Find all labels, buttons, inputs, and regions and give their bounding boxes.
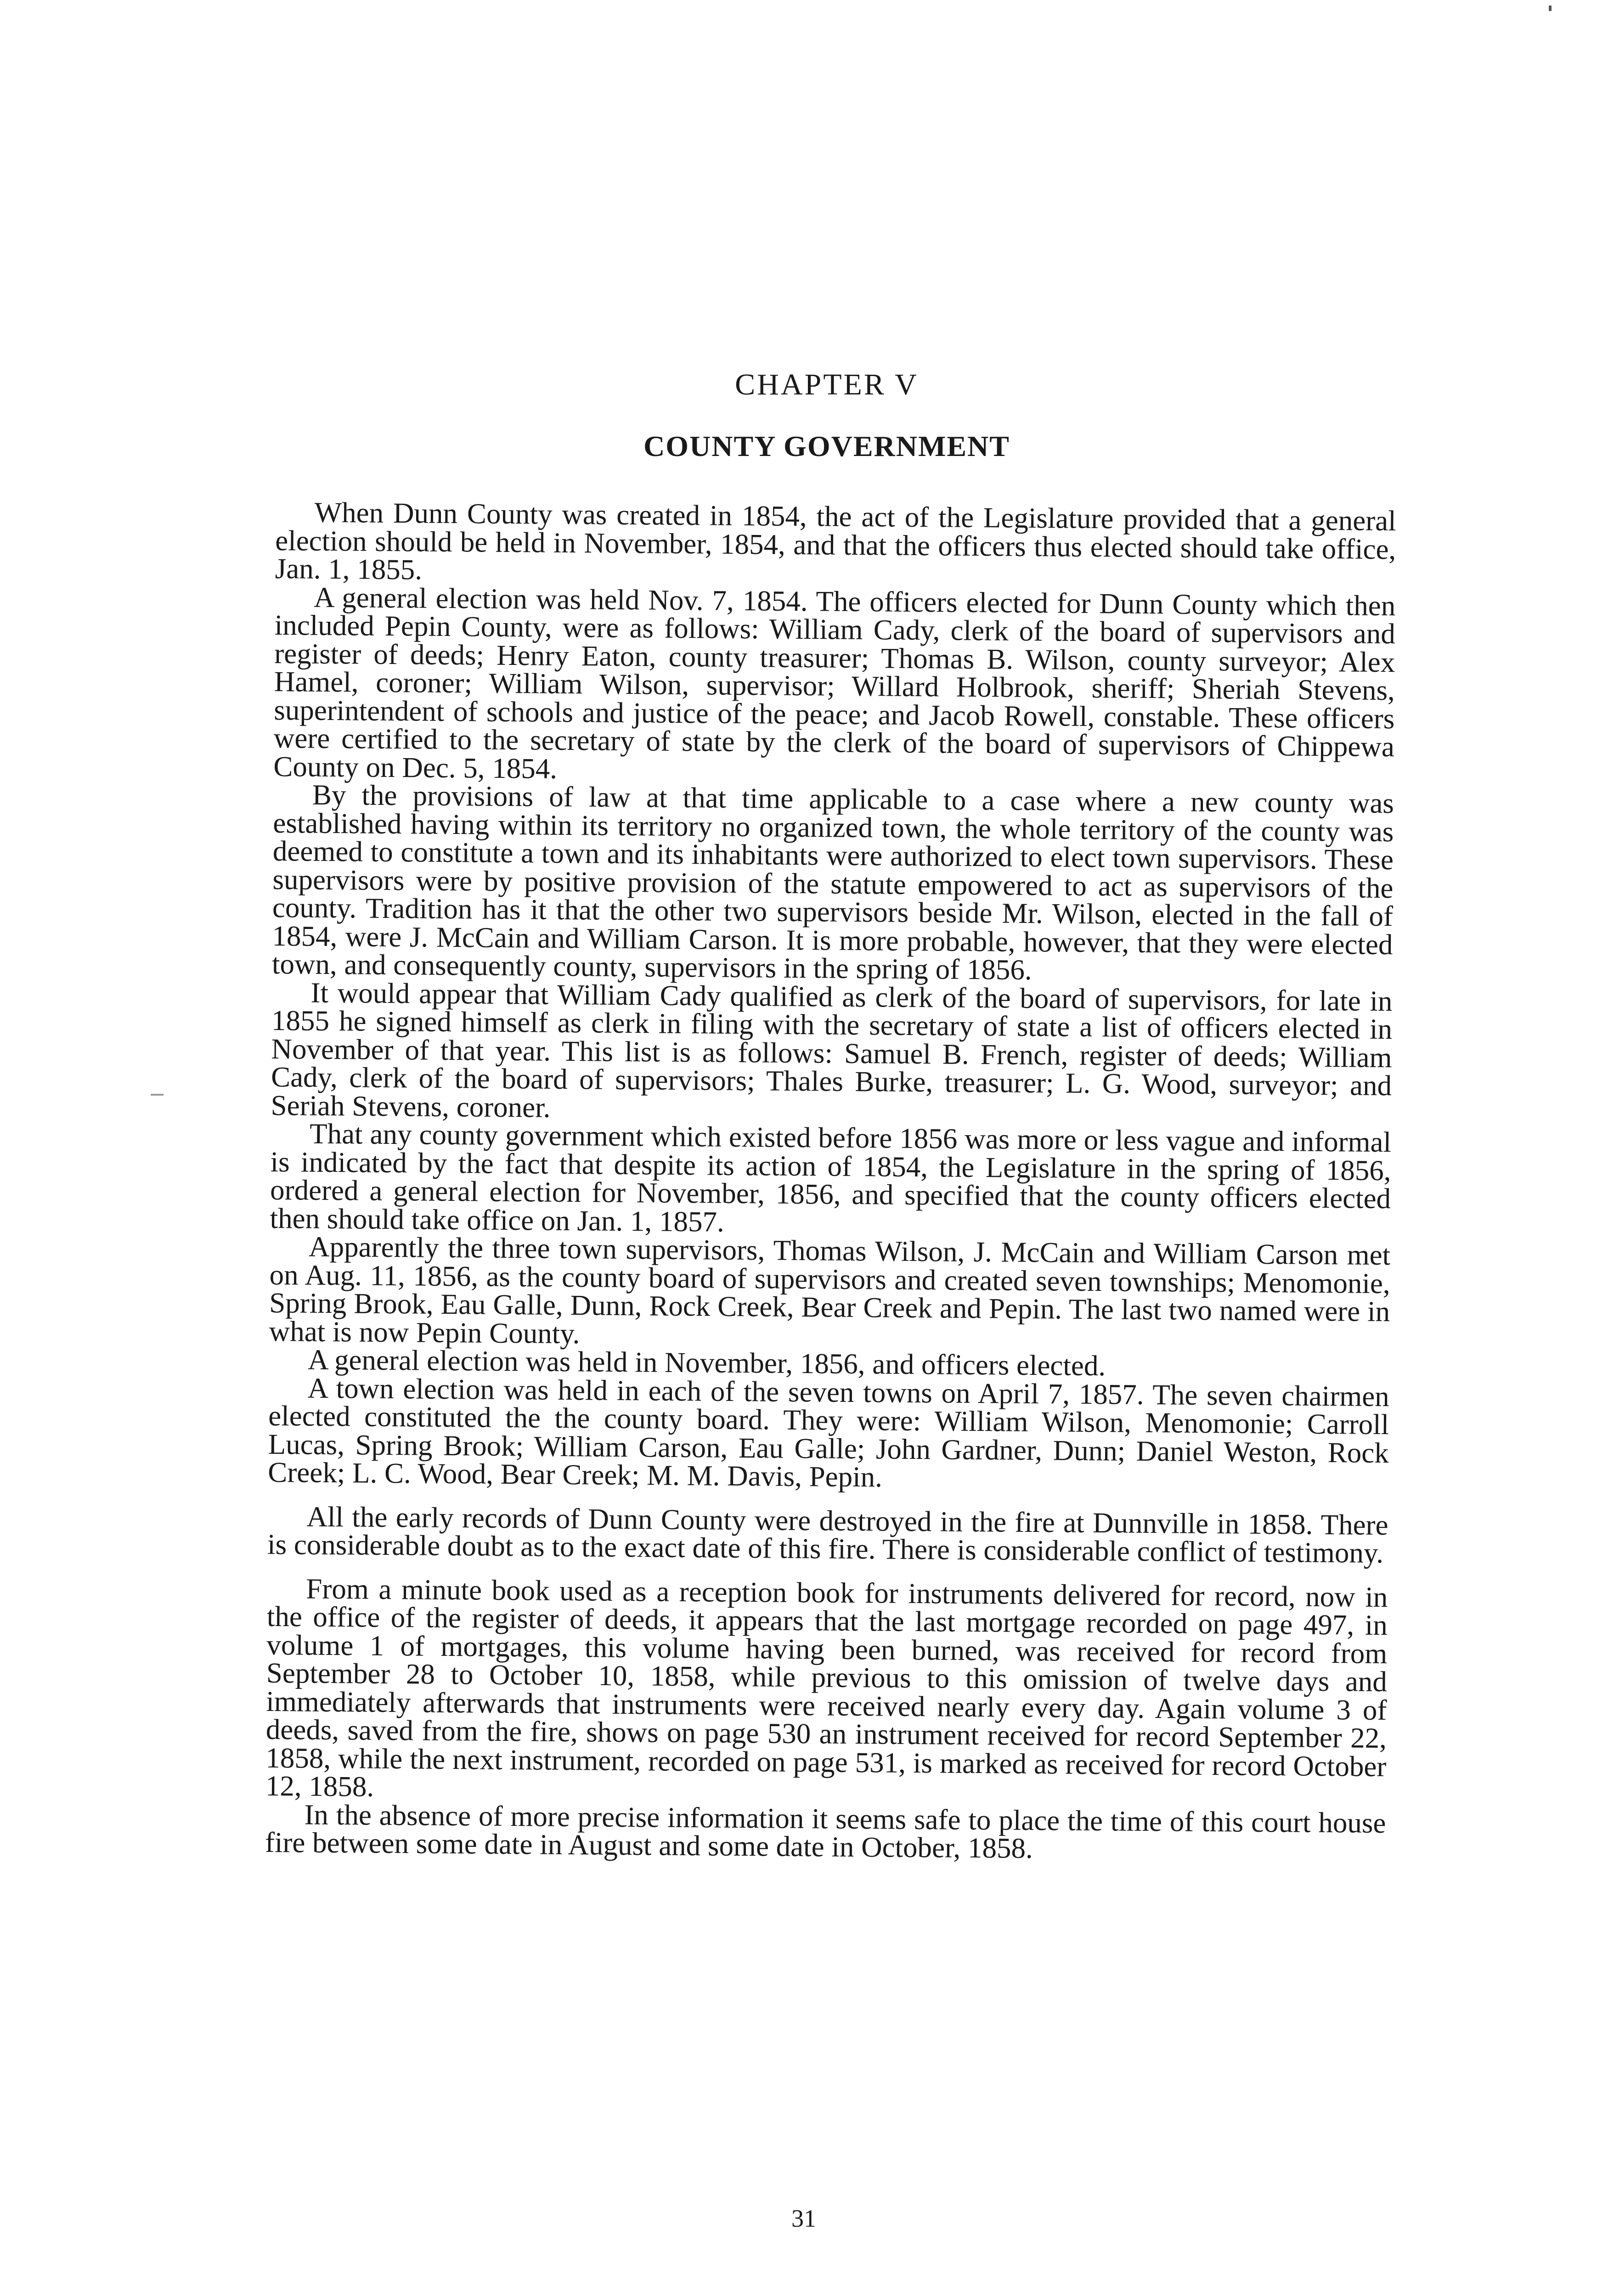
paragraph: All the early records of Dunn County were destroyed in the fire at Dunnville in 1858. There is considerable doubt as to the exact date of this fire. There is considerable conflict of testimony. (267, 1500, 1388, 1570)
scan-speck (1549, 6, 1552, 11)
page-number: 31 (791, 2205, 816, 2232)
paragraph: When Dunn County was created in 1854, the act of the Legislature provided that a general election should be held in November, 1854, and that the officers thus elected should take office, Jan. 1, 1855. (275, 496, 1396, 586)
chapter-title: COUNTY GOVERNMENT (643, 430, 1010, 462)
paragraph: A general election was held Nov. 7, 1854. The officers elected for Dunn County which then included Pepin County, were as follows: William Cady, clerk of the board of supervisors and register of deeds; Henry Eaton, county treasurer; Thomas B. Wilson, county surveyor; Alex Hamel, coroner; William Wilson, supervisor; Willard Holbrook, sheriff; Sheriah Stevens, superintendent of schools and justice of the peace; and Jacob Rowell, constable. These officers were certified to the secretary of state by the clerk of the board of supervisors of Chippewa County on Dec. 5, 1854. (273, 581, 1396, 785)
margin-mark (151, 1094, 164, 1096)
chapter-body (265, 498, 1396, 1866)
paragraph: A town election was held in each of the seven towns on April 7, 1857. The seven chairmen elected constituted the the county board. They were: William Wilson, Menomonie; Carroll Lucas, Spring Brook; William Carson, Eau Galle; John Gardner, Dunn; Daniel Weston, Rock Creek; L. C. Wood, Bear Creek; M. M. Davis, Pepin. (268, 1372, 1389, 1493)
paragraph: From a minute book used as a reception book for instruments delivered for record, now in the office of the register of deeds, it appears that the last mortgage recorded on page 497, in volume 1 of mortgages, this volume having been burned, was received for record from September 28 to October 10, 1858, while previous to this omission of twelve days and immediately afterwards that instruments were received nearly every day. Again volume 3 of deeds, saved from the fire, shows on page 530 an instrument received for record September 22, 1858, while the next instrument, recorded on page 531, is marked as received for record October 12, 1858. (265, 1572, 1388, 1803)
paragraph: It would appear that William Cady qualified as clerk of the board of supervisors, for late in 1855 he signed himself as clerk in filing with the secretary of state a list of officers elected in November of that year. This list is as follows: Samuel B. French, register of deeds; William Cady, clerk of the board of supervisors; Thales Burke, treasurer; L. G. Wood, surveyor; and Seriah Stevens, coroner. (271, 976, 1393, 1124)
paragraph: That any county government which existed before 1856 was more or less vague and informal is indicated by the fact that despite its action of 1854, the Legislature in the spring of 1856, ordered a general election for November, 1856, and specified that the county officers elected then should take office on Jan. 1, 1857. (270, 1117, 1392, 1238)
paragraph: By the provisions of law at that time applicable to a case where a new county was established having within its territory no organized town, the whole territory of the county was deemed to constitute a town and its inhabitants were authorized to elect town supervisors. These supervisors were by positive provision of the statute empowered to act as supervisors of the county. Tradition has it that the other two supervisors beside Mr. Wilson, elected in the fall of 1854, were J. McCain and William Carson. It is more probable, however, that they were elected town, and consequently county, supervisors in the spring of 1856. (271, 778, 1394, 986)
chapter-label: CHAPTER V (735, 368, 919, 401)
paragraph: A general election was held in November, 1856, and officers elected. (307, 1343, 1106, 1382)
paragraph: Apparently the three town supervisors, Thomas Wilson, J. McCain and William Carson met on Aug. 11, 1856, as the county board of supervisors and created seven townships; Menomonie, Spring Brook, Eau Galle, Dunn, Rock Creek, Bear Creek and Pepin. The last two named were in what is now Pepin County. (269, 1230, 1391, 1350)
paragraph: In the absence of more precise information it seems safe to place the time of this court house fire between some date in August and some date in October, 1858. (265, 1798, 1386, 1865)
